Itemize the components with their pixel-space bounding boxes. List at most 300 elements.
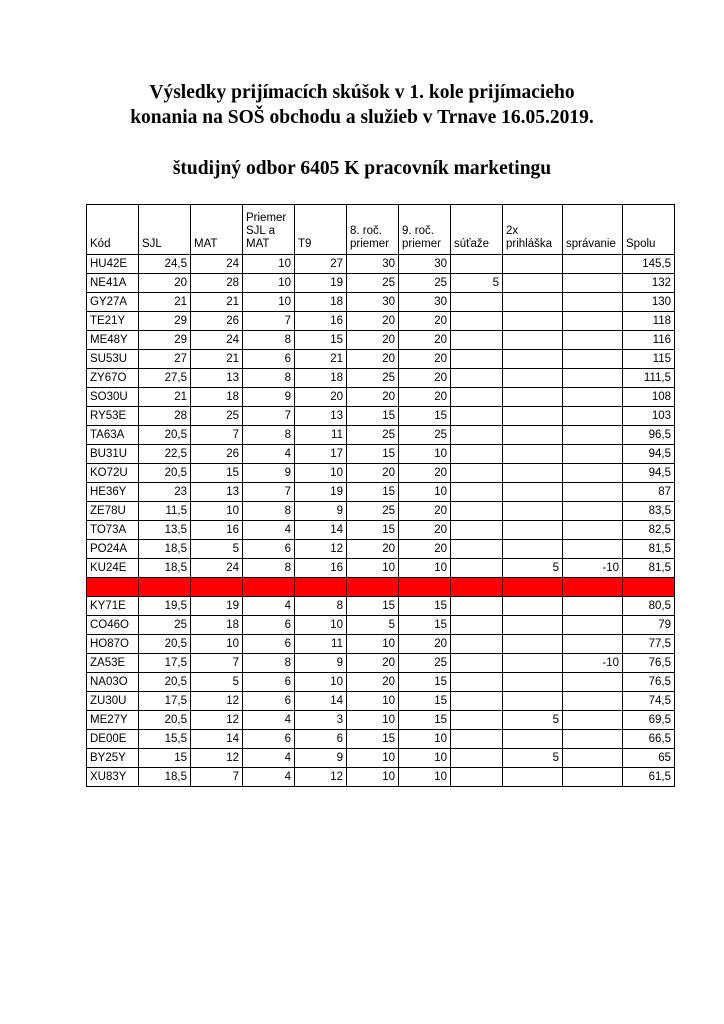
table-cell (563, 692, 623, 711)
table-cell: 13 (191, 369, 243, 388)
table-body (87, 255, 675, 787)
table-cell (451, 616, 503, 635)
table-row (87, 293, 675, 312)
table-cell: 8 (295, 597, 347, 616)
table-cell (503, 426, 563, 445)
table-cell: 20 (399, 521, 451, 540)
table-cell (451, 692, 503, 711)
table-cell (563, 407, 623, 426)
table-cell (563, 540, 623, 559)
table-row (87, 597, 675, 616)
table-cell: 24,5 (139, 255, 191, 274)
table-cell: 13 (191, 483, 243, 502)
table-cell (563, 749, 623, 768)
table-cell (451, 597, 503, 616)
table-cell: 10 (347, 768, 399, 787)
table-cell: 21 (139, 293, 191, 312)
table-cell: 6 (295, 730, 347, 749)
table-cell: 14 (191, 730, 243, 749)
table-cell (503, 388, 563, 407)
table-cell: 5 (191, 673, 243, 692)
table-cell: 4 (243, 521, 295, 540)
table-cell: 5 (347, 616, 399, 635)
table-cell: 15 (295, 331, 347, 350)
table-cell: 3 (295, 711, 347, 730)
table-cell: 115 (623, 350, 675, 369)
table-cell (503, 768, 563, 787)
table-cell: 20 (399, 635, 451, 654)
table-cell: 18,5 (139, 559, 191, 578)
results-table (86, 204, 675, 787)
table-cell: 24 (191, 255, 243, 274)
separator-cell (191, 578, 243, 597)
table-cell: 8 (243, 426, 295, 445)
table-cell (563, 635, 623, 654)
table-cell: 18 (295, 293, 347, 312)
table-cell: 4 (243, 749, 295, 768)
table-cell (563, 616, 623, 635)
table-cell (451, 540, 503, 559)
table-cell: 108 (623, 388, 675, 407)
applicant-code-cell: HE36Y (87, 483, 139, 502)
table-cell: 5 (451, 274, 503, 293)
table-cell: 10 (347, 749, 399, 768)
table-cell: 10 (295, 673, 347, 692)
separator-cell (347, 578, 399, 597)
table-cell: 10 (243, 255, 295, 274)
table-row (87, 445, 675, 464)
table-cell: 9 (243, 388, 295, 407)
table-row (87, 749, 675, 768)
table-cell: 18 (295, 369, 347, 388)
table-cell (503, 483, 563, 502)
table-cell: 81,5 (623, 540, 675, 559)
applicant-code-cell: SU53U (87, 350, 139, 369)
table-cell: 29 (139, 312, 191, 331)
header-competitions: súťaže (451, 205, 503, 255)
applicant-code-cell: TA63A (87, 426, 139, 445)
table-cell (563, 711, 623, 730)
table-cell: 15 (191, 464, 243, 483)
table-cell: 83,5 (623, 502, 675, 521)
table-cell: 27,5 (139, 369, 191, 388)
header-t9: T9 (295, 205, 347, 255)
table-cell: 20,5 (139, 635, 191, 654)
table-cell: 20 (399, 350, 451, 369)
table-cell: 5 (503, 749, 563, 768)
table-cell (563, 350, 623, 369)
table-cell: -10 (563, 654, 623, 673)
table-cell: 14 (295, 521, 347, 540)
table-cell: 20 (399, 388, 451, 407)
table-cell (451, 350, 503, 369)
table-cell: 20 (347, 540, 399, 559)
table-cell: 20,5 (139, 673, 191, 692)
table-cell: 11 (295, 635, 347, 654)
table-cell: 15 (139, 749, 191, 768)
header-grade9-average: 9. roč. priemer (399, 205, 451, 255)
table-cell (503, 255, 563, 274)
table-cell: 17,5 (139, 692, 191, 711)
table-cell: 10 (347, 692, 399, 711)
table-cell: 20,5 (139, 711, 191, 730)
table-cell (503, 635, 563, 654)
table-cell: 24 (191, 331, 243, 350)
table-cell (503, 521, 563, 540)
table-cell: 6 (243, 540, 295, 559)
table-cell: 30 (399, 255, 451, 274)
table-cell: 9 (295, 749, 347, 768)
table-cell: 87 (623, 483, 675, 502)
applicant-code-cell: ME48Y (87, 331, 139, 350)
table-row (87, 540, 675, 559)
table-cell: 20 (347, 464, 399, 483)
table-cell: 96,5 (623, 426, 675, 445)
table-cell (563, 426, 623, 445)
table-cell: 18,5 (139, 540, 191, 559)
table-cell (563, 483, 623, 502)
applicant-code-cell: NA03O (87, 673, 139, 692)
table-cell (503, 673, 563, 692)
table-cell: 5 (503, 711, 563, 730)
table-cell (503, 616, 563, 635)
table-cell: 10 (347, 559, 399, 578)
header-sjl: SJL (139, 205, 191, 255)
table-cell: 12 (191, 711, 243, 730)
applicant-code-cell: PO24A (87, 540, 139, 559)
table-cell: 20 (347, 331, 399, 350)
table-cell (451, 749, 503, 768)
table-cell (451, 445, 503, 464)
table-cell (503, 407, 563, 426)
table-cell: 10 (399, 730, 451, 749)
table-cell (563, 255, 623, 274)
table-cell: 111,5 (623, 369, 675, 388)
table-cell: 14 (295, 692, 347, 711)
table-cell (503, 312, 563, 331)
table-cell: 10 (295, 616, 347, 635)
table-cell: 10 (399, 559, 451, 578)
table-cell: 25 (347, 502, 399, 521)
table-cell: 4 (243, 445, 295, 464)
table-cell: 6 (243, 730, 295, 749)
table-cell (451, 369, 503, 388)
applicant-code-cell: HO87O (87, 635, 139, 654)
table-cell: 13 (295, 407, 347, 426)
table-cell: 22,5 (139, 445, 191, 464)
table-row (87, 692, 675, 711)
table-cell: 20 (347, 312, 399, 331)
table-cell (451, 293, 503, 312)
table-cell: 66,5 (623, 730, 675, 749)
separator-cell (399, 578, 451, 597)
table-cell: 29 (139, 331, 191, 350)
table-cell (451, 768, 503, 787)
table-cell (451, 502, 503, 521)
table-cell: 15 (347, 483, 399, 502)
table-cell: 25 (347, 274, 399, 293)
table-cell: 81,5 (623, 559, 675, 578)
table-cell (451, 635, 503, 654)
table-cell: 15 (347, 597, 399, 616)
page-subtitle: študijný odbor 6405 K pracovník marketingu (172, 158, 552, 179)
admission-cutoff-separator (87, 578, 675, 597)
table-cell (503, 350, 563, 369)
table-row (87, 350, 675, 369)
table-cell (563, 464, 623, 483)
table-row (87, 711, 675, 730)
table-cell (451, 730, 503, 749)
table-cell: 15 (347, 407, 399, 426)
table-cell: 9 (295, 654, 347, 673)
applicant-code-cell: RY53E (87, 407, 139, 426)
page-title-line-1: Výsledky prijímacích skúšok v 1. kole prijímacieho (149, 82, 575, 103)
table-cell: 12 (191, 749, 243, 768)
table-cell: 15 (347, 445, 399, 464)
table-row (87, 559, 675, 578)
table-cell: 19,5 (139, 597, 191, 616)
table-cell: 20 (139, 274, 191, 293)
table-row (87, 730, 675, 749)
table-cell: 4 (243, 711, 295, 730)
table-cell (451, 654, 503, 673)
table-cell (451, 559, 503, 578)
table-cell: 27 (295, 255, 347, 274)
table-cell: 20 (347, 350, 399, 369)
table-cell: 7 (191, 426, 243, 445)
table-row (87, 502, 675, 521)
table-cell: 8 (243, 369, 295, 388)
table-cell: 21 (139, 388, 191, 407)
table-cell: 6 (243, 692, 295, 711)
table-cell: 20 (347, 388, 399, 407)
table-cell: 21 (295, 350, 347, 369)
header-average-sjl-mat: Priemer SJL a MAT (243, 205, 295, 255)
table-cell: 82,5 (623, 521, 675, 540)
table-cell: 30 (347, 293, 399, 312)
table-cell (451, 483, 503, 502)
table-cell: 18 (191, 388, 243, 407)
table-cell: 80,5 (623, 597, 675, 616)
applicant-code-cell: KY71E (87, 597, 139, 616)
table-cell: 7 (191, 654, 243, 673)
table-cell: 8 (243, 502, 295, 521)
table-cell: 130 (623, 293, 675, 312)
table-cell: 25 (399, 274, 451, 293)
table-cell (503, 730, 563, 749)
table-cell: 16 (191, 521, 243, 540)
table-cell (451, 331, 503, 350)
table-cell (451, 388, 503, 407)
applicant-code-cell: TE21Y (87, 312, 139, 331)
table-cell: 25 (139, 616, 191, 635)
table-cell: 10 (347, 711, 399, 730)
table-cell: 30 (399, 293, 451, 312)
table-cell: 10 (347, 635, 399, 654)
table-cell: 12 (295, 768, 347, 787)
table-cell: 20 (399, 502, 451, 521)
table-cell (503, 692, 563, 711)
table-row (87, 464, 675, 483)
table-cell: 6 (243, 635, 295, 654)
table-cell: 6 (243, 616, 295, 635)
table-cell: 7 (243, 312, 295, 331)
table-cell: 27 (139, 350, 191, 369)
table-cell (563, 445, 623, 464)
table-cell: 6 (243, 350, 295, 369)
table-cell: 23 (139, 483, 191, 502)
table-cell: 7 (243, 483, 295, 502)
separator-cell (243, 578, 295, 597)
separator-cell (623, 578, 675, 597)
table-cell: 17,5 (139, 654, 191, 673)
table-cell: 20 (399, 464, 451, 483)
table-cell: 12 (295, 540, 347, 559)
table-row (87, 521, 675, 540)
table-cell: 28 (191, 274, 243, 293)
table-cell: 24 (191, 559, 243, 578)
table-cell: 20 (347, 673, 399, 692)
applicant-code-cell: BY25Y (87, 749, 139, 768)
table-cell (451, 407, 503, 426)
table-cell: 15 (399, 616, 451, 635)
table-cell: 94,5 (623, 464, 675, 483)
table-cell: 76,5 (623, 654, 675, 673)
table-cell: 16 (295, 559, 347, 578)
page-title-line-2: konania na SOŠ obchodu a služieb v Trnave 16.05.2019. (130, 107, 594, 128)
table-cell: 25 (347, 426, 399, 445)
applicant-code-cell: KO72U (87, 464, 139, 483)
table-cell: 15 (347, 521, 399, 540)
table-cell: 10 (399, 483, 451, 502)
table-cell: 20 (347, 654, 399, 673)
table-cell (563, 312, 623, 331)
table-cell: 9 (295, 502, 347, 521)
table-cell: 69,5 (623, 711, 675, 730)
table-cell: 17 (295, 445, 347, 464)
table-cell (563, 673, 623, 692)
table-cell (503, 464, 563, 483)
table-cell: 61,5 (623, 768, 675, 787)
table-cell (503, 597, 563, 616)
table-cell: 116 (623, 331, 675, 350)
table-cell: 19 (295, 483, 347, 502)
header-behaviour: správanie (563, 205, 623, 255)
applicant-code-cell: XU83Y (87, 768, 139, 787)
table-cell (563, 293, 623, 312)
table-cell: 132 (623, 274, 675, 293)
table-row (87, 388, 675, 407)
table-cell: 20 (399, 331, 451, 350)
table-cell: 79 (623, 616, 675, 635)
table-cell: 8 (243, 559, 295, 578)
table-cell: 15,5 (139, 730, 191, 749)
table-cell: 118 (623, 312, 675, 331)
applicant-code-cell: ZY67O (87, 369, 139, 388)
table-cell: 10 (243, 293, 295, 312)
table-header-row (87, 205, 675, 255)
table-row (87, 369, 675, 388)
table-row (87, 654, 675, 673)
table-cell: 15 (399, 597, 451, 616)
table-cell: 10 (191, 502, 243, 521)
table-cell: 20 (295, 388, 347, 407)
table-cell: 10 (295, 464, 347, 483)
table-cell (451, 673, 503, 692)
table-row (87, 274, 675, 293)
applicant-code-cell: ZU30U (87, 692, 139, 711)
table-cell: 4 (243, 768, 295, 787)
table-cell: 20 (399, 369, 451, 388)
table-cell: 10 (243, 274, 295, 293)
table-cell: 5 (191, 540, 243, 559)
table-cell (451, 464, 503, 483)
table-row (87, 312, 675, 331)
applicant-code-cell: ME27Y (87, 711, 139, 730)
table-cell (451, 426, 503, 445)
table-row (87, 768, 675, 787)
table-cell: 21 (191, 350, 243, 369)
table-cell: 15 (399, 692, 451, 711)
table-row (87, 673, 675, 692)
separator-cell (139, 578, 191, 597)
applicant-code-cell: GY27A (87, 293, 139, 312)
table-cell: 9 (243, 464, 295, 483)
table-cell: 145,5 (623, 255, 675, 274)
table-row (87, 483, 675, 502)
table-cell (503, 331, 563, 350)
table-cell: 5 (503, 559, 563, 578)
table-cell: 76,5 (623, 673, 675, 692)
table-cell: 28 (139, 407, 191, 426)
table-cell: 10 (399, 768, 451, 787)
header-double-application: 2x prihláška (503, 205, 563, 255)
table-cell: 8 (243, 331, 295, 350)
header-grade8-average: 8. roč. priemer (347, 205, 399, 255)
applicant-code-cell: ZE78U (87, 502, 139, 521)
table-cell: 20 (399, 540, 451, 559)
table-cell: 20,5 (139, 464, 191, 483)
applicant-code-cell: TO73A (87, 521, 139, 540)
separator-cell (451, 578, 503, 597)
table-cell (563, 331, 623, 350)
table-cell: 16 (295, 312, 347, 331)
table-cell: 10 (399, 445, 451, 464)
separator-cell (87, 578, 139, 597)
table-cell: 10 (399, 749, 451, 768)
table-cell: 18 (191, 616, 243, 635)
table-cell: 7 (243, 407, 295, 426)
table-cell: 15 (399, 407, 451, 426)
table-row (87, 635, 675, 654)
table-cell: 65 (623, 749, 675, 768)
table-row (87, 407, 675, 426)
table-cell: 4 (243, 597, 295, 616)
table-cell (503, 293, 563, 312)
applicant-code-cell: ZA53E (87, 654, 139, 673)
header-code: Kód (87, 205, 139, 255)
table-cell: 103 (623, 407, 675, 426)
applicant-code-cell: HU42E (87, 255, 139, 274)
table-cell: 26 (191, 445, 243, 464)
table-cell (503, 654, 563, 673)
table-cell (563, 369, 623, 388)
table-cell: 15 (347, 730, 399, 749)
table-cell (451, 255, 503, 274)
table-row (87, 616, 675, 635)
table-cell (563, 730, 623, 749)
table-cell: 19 (191, 597, 243, 616)
